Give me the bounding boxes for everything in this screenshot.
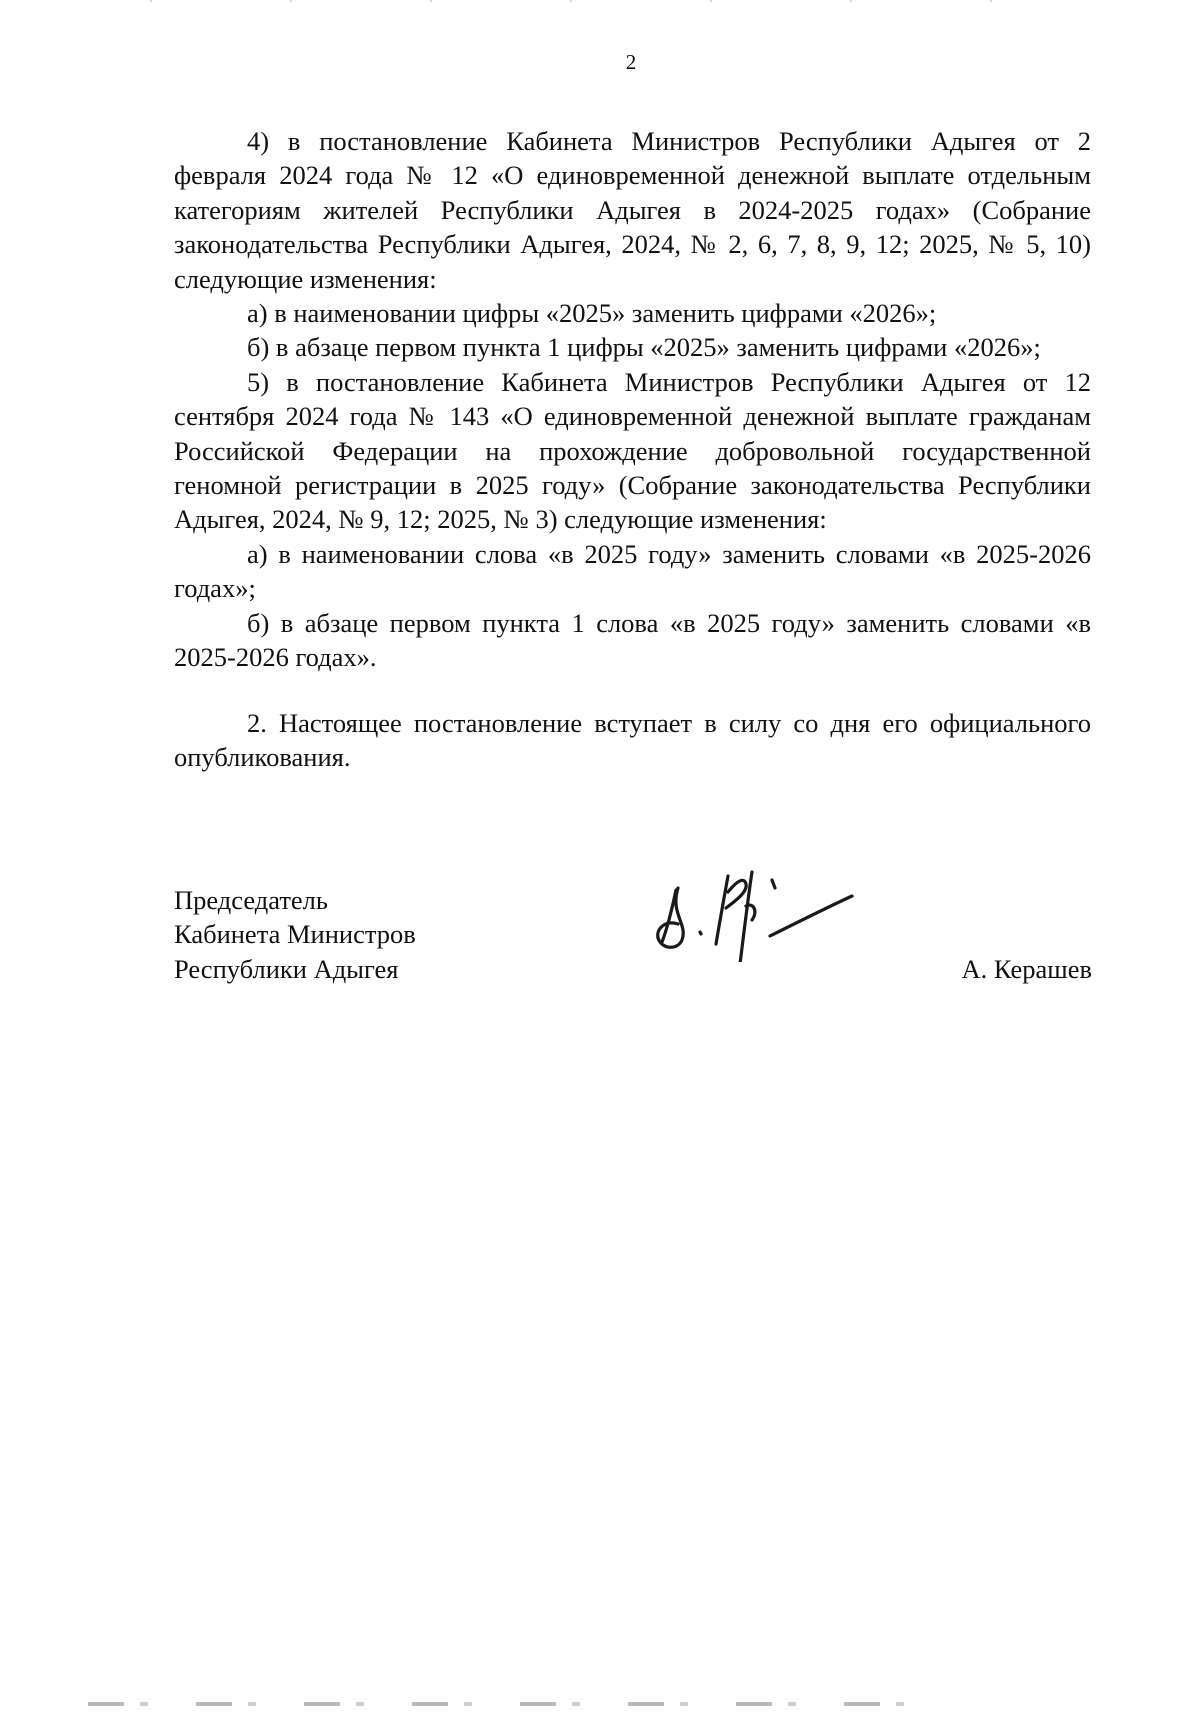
paragraph-section-2: 2. Настоящее постановление вступает в силу со дня его официального опубликования. bbox=[174, 707, 1091, 772]
paragraph-item-5: 5) в постановление Кабинета Министров Республики Адыгея от 12 сентября 2024 года № 143 «О единовременной денежной выплате гражданам Российской Федерации на прохождение добровольной государственной геномной регистрации в 2025 году» (Собрание законодательства Республики Адыгея, 2024, № 9, 12; 2025, № 3) следующие изменения: bbox=[174, 366, 1091, 535]
signatory-title-line: Председатель bbox=[174, 885, 328, 915]
paragraph-item-4a: а) в наименовании цифры «2025» заменить цифрами «2026»; bbox=[247, 298, 937, 329]
scan-edge-top bbox=[150, 0, 1050, 2]
document-body bbox=[174, 124, 1091, 774]
paragraph-item-4b: б) в абзаце первом пункта 1 цифры «2025» заменить цифрами «2026»; bbox=[247, 332, 1041, 363]
paragraph-item-4: 4) в постановление Кабинета Министров Республики Адыгея от 2 февраля 2024 года № 12 «О единовременной денежной выплате отдельным категориям жителей Республики Адыгея в 2024-2025 годах» (Собрание законодательства Республики Адыгея, 2024, № 2, 6, 7, 8, 9, 12; 2025, № 5, 10) следующие изменения: bbox=[174, 126, 1091, 294]
signatory-title bbox=[174, 883, 416, 986]
scan-edge-bottom bbox=[88, 1702, 918, 1706]
paragraph-item-5a: а) в наименовании слова «в 2025 году» заменить словами «в 2025-2026 годах»; bbox=[174, 538, 1091, 604]
handwritten-signature bbox=[648, 862, 864, 962]
signer-name: А. Керашев bbox=[961, 954, 1092, 984]
signatory-title-line: Кабинета Министров bbox=[174, 919, 416, 950]
page-number: 2 bbox=[625, 50, 637, 74]
signatory-title-line: Республики Адыгея bbox=[174, 953, 399, 984]
paragraph-item-5b: б) в абзаце первом пункта 1 слова «в 2025 году» заменить словами «в 2025-2026 годах». bbox=[174, 607, 1091, 673]
